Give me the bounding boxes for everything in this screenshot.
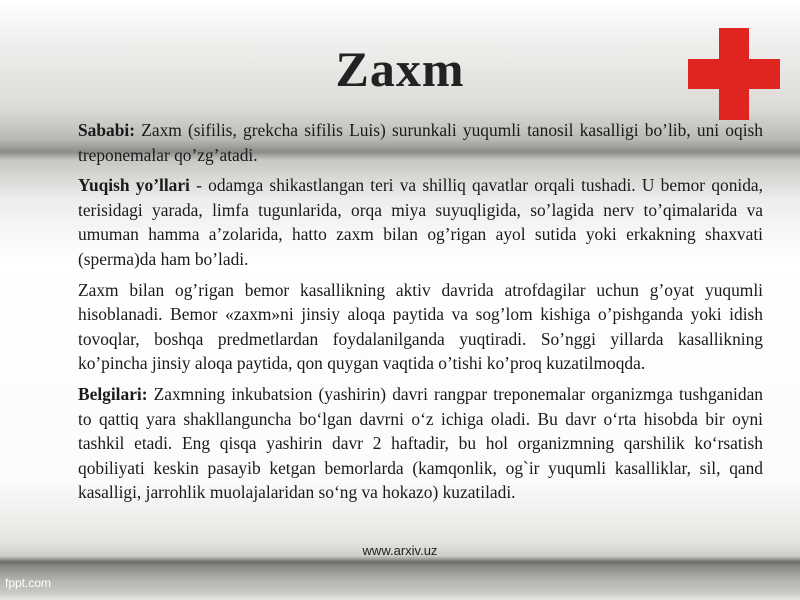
text-transmission: - odamga shikastlangan teri va shilliq qavatlar orqali tushadi. U bemor qonida, terisidagi yarada, limfa tugunlarida, orqa miya suyuqligida, so’lagida nerv to’qimalarida va umuman hamma a’zolarida, hatto zaxm bilan og’rigan ayol sutida yoki erkakning shaxvati (sperma)da ham bo’ladi. — [78, 175, 763, 269]
paragraph-cause — [78, 118, 763, 167]
brand-watermark: fppt.com — [5, 576, 52, 590]
text-cause: Zaxm (sifilis, grekcha sifilis Luis) surunkali yuqumli tanosil kasalligi bo’lib, uni oqish treponemalar qo’zg’atadi. — [78, 120, 763, 165]
paragraph-transmission — [78, 173, 763, 271]
label-transmission: Yuqish yo’llari — [78, 175, 190, 196]
label-cause: Sababi: — [78, 120, 136, 140]
label-symptoms: Belgilari: — [78, 383, 148, 404]
paragraph-contagion — [78, 278, 763, 376]
text-contagion: Zaxm bilan og’rigan bemor kasallikning aktiv davrida atrofdagilar uchun g’oyat yuqumli hisoblanadi. Bemor «zaxm»ni jinsiy aloqa paytida va sog’lom kishiga o’pishganda yoki idish tovoqlar, boshqa predmetlardan foydalanilganda yuqtiradi. So’nggi yillarda kasallikning ko’pincha jinsiy aloqa paytida, qon quygan vaqtida o’tishi ko’proq kuzatilmoqda. — [78, 279, 763, 374]
slide-content — [78, 118, 763, 511]
slide-title: Zaxm — [335, 41, 465, 97]
text-symptoms: Zaxmning inkubatsion (yashirin) davri rangpar treponemalar organizmga tushganidan to qattiq yara shakllanguncha bo‘lgan davrni o‘z ichiga oladi. Bu davr o‘rta hisobda bir oyni tashkil etadi. Eng qisqa yashirin davr 2 haftadir, bu hol organizmning qarshilik ko‘rsatish qobiliyati keskin pasayib ketgan bemorlarda (kamqonlik, og`ir yuqumli kasalliklar, sil, qand kasalligi, jarrohlik muolajalaridan so‘ng va hokazo) kuzatiladi. — [78, 383, 763, 503]
footer-url: www.arxiv.uz — [362, 543, 438, 558]
paragraph-symptoms — [78, 382, 763, 505]
